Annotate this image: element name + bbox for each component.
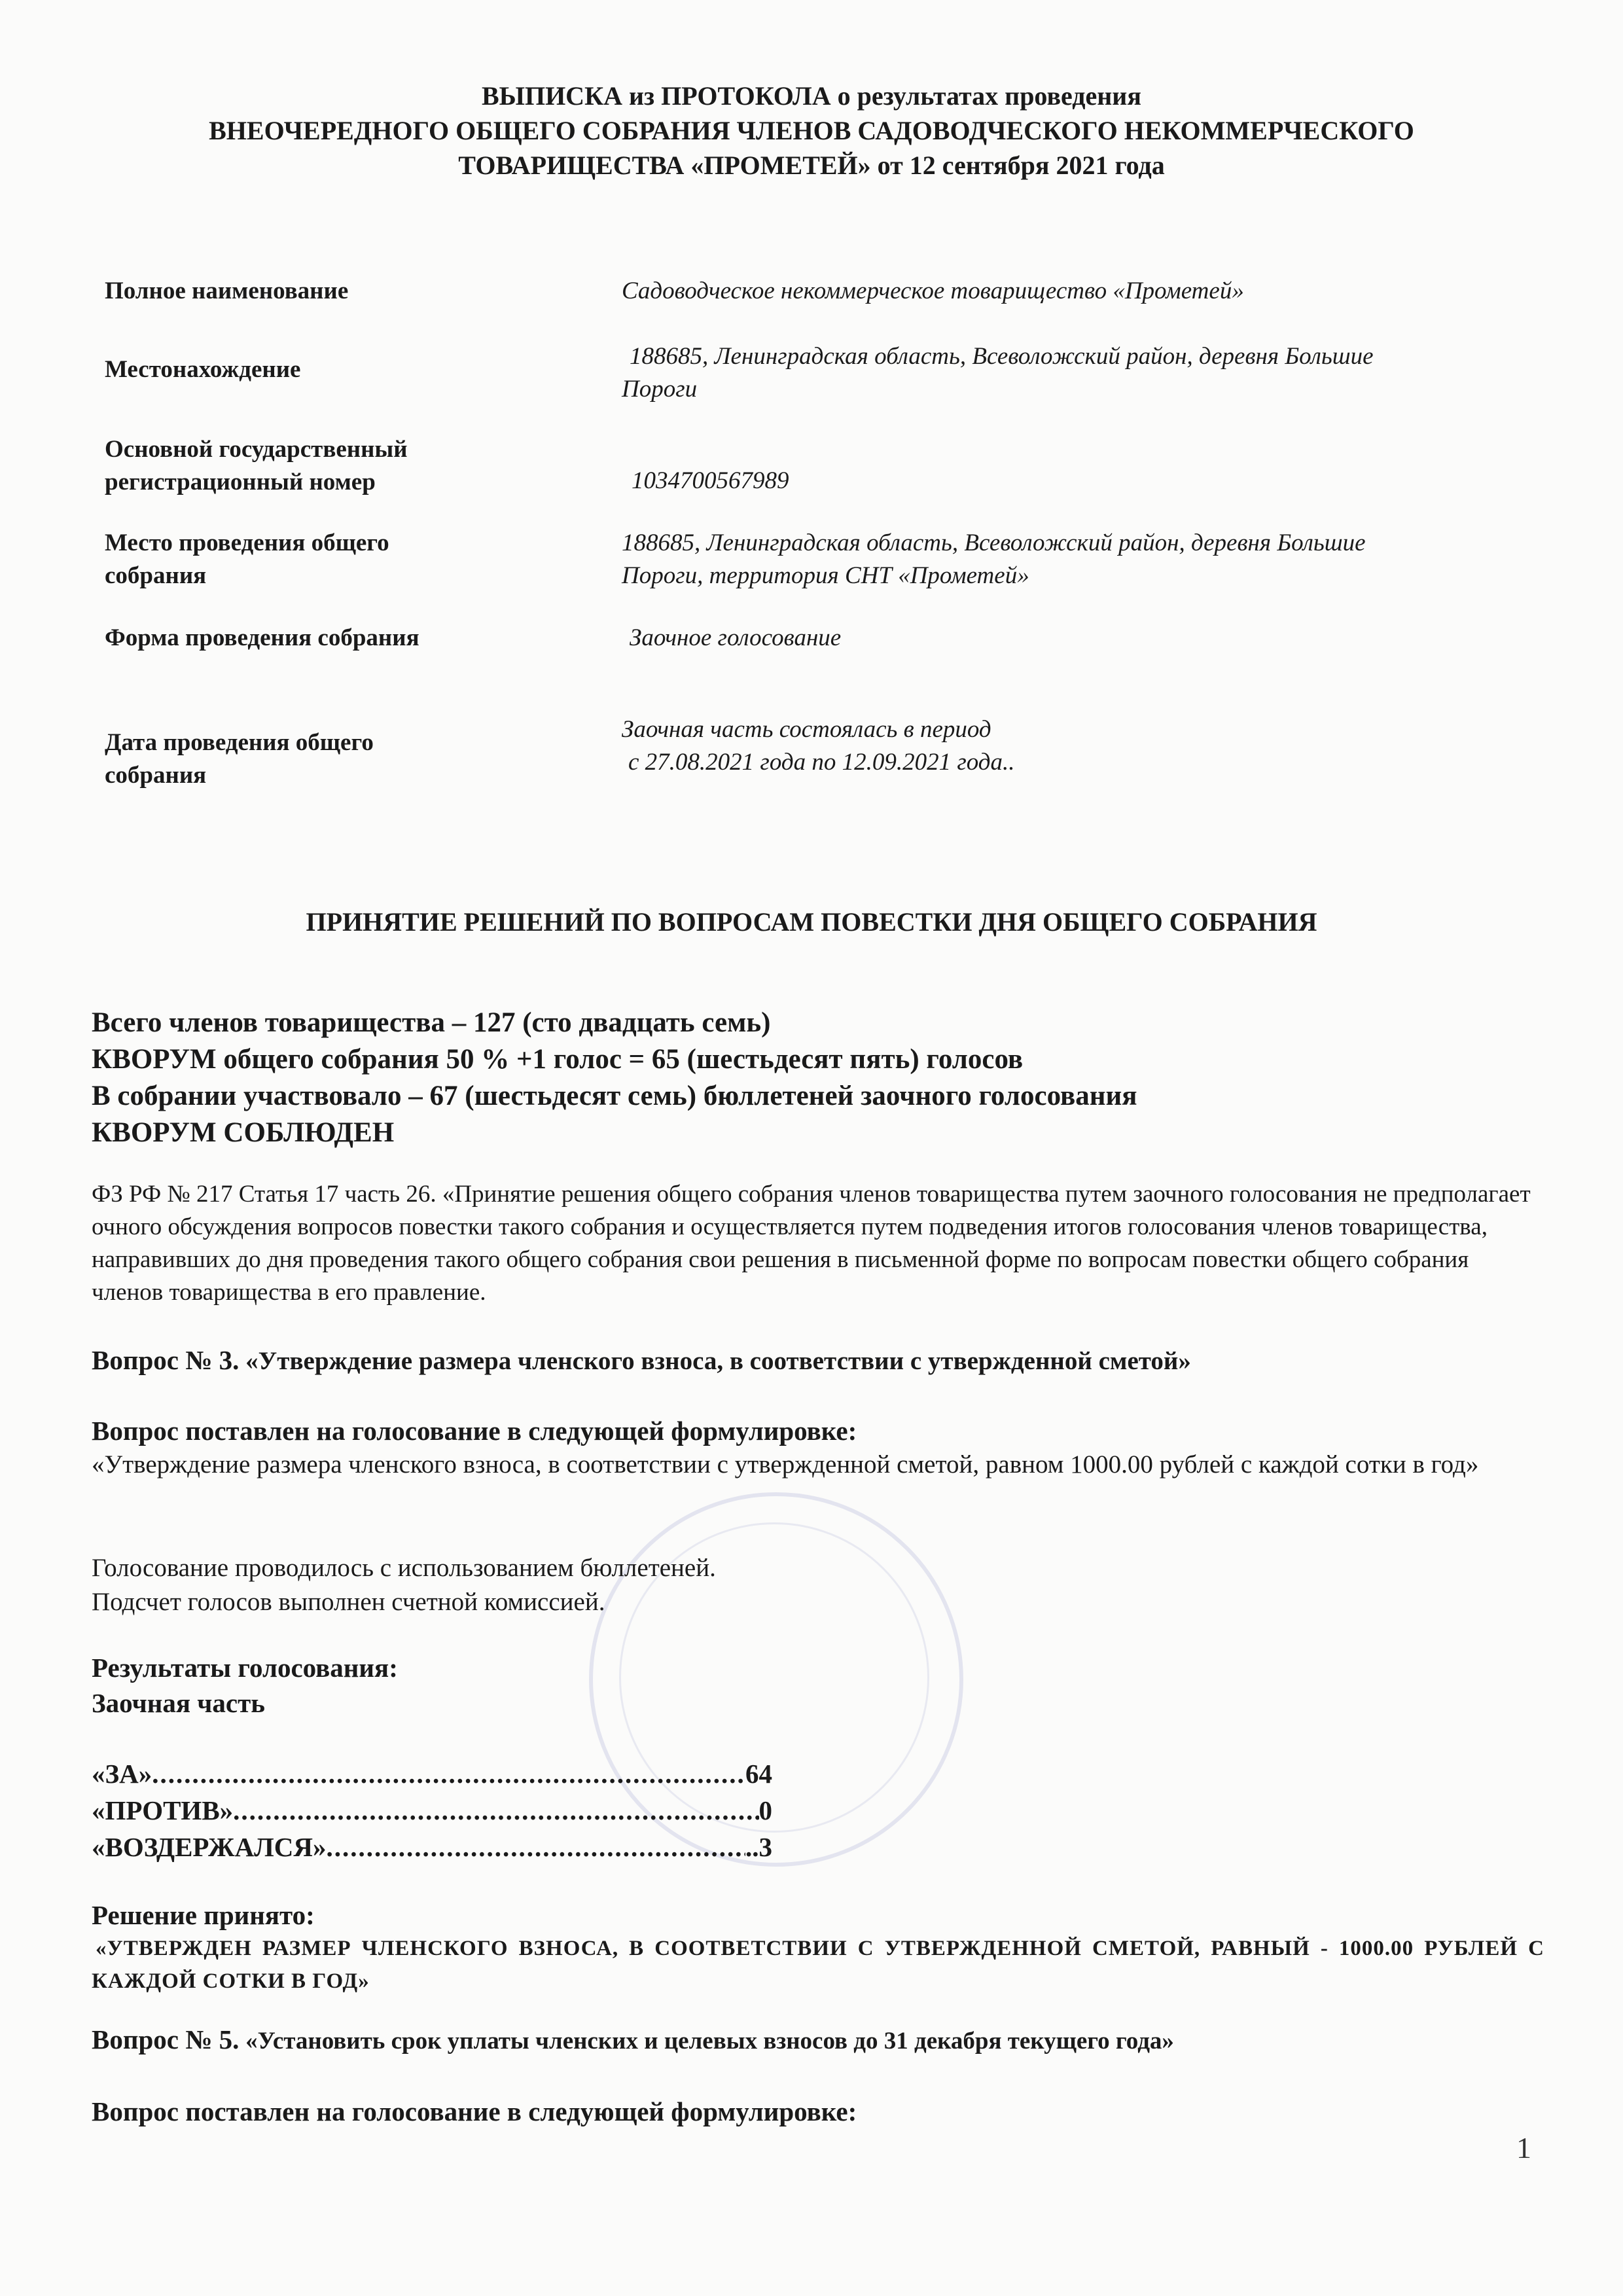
question-5-formulation-heading: Вопрос поставлен на голосование в следующей формулировке:: [92, 2096, 857, 2126]
question-3-formulation-text-b: , равном 1000.00 рублей с каждой сотки в год»: [972, 1450, 1479, 1479]
decision-text: «УТВЕРЖДЕН РАЗМЕР ЧЛЕНСКОГО ВЗНОСА, В СООТВЕТСТВИИ С УТВЕРЖДЕННОЙ СМЕТОЙ, РАВНЫЙ - 1000.00 РУБЛЕЙ С КАЖДОЙ СОТКИ В ГОД»: [92, 1937, 1544, 1993]
vote-label-abstain: «ВОЗДЕРЖАЛСЯ»: [92, 1832, 327, 1862]
info-value-location: 188685, Ленинградская область, Всеволожский район, деревня Большие Пороги: [622, 343, 1374, 403]
vote-leader-dots: [233, 1792, 758, 1829]
question-3-formulation-heading: Вопрос поставлен на голосование в следующей формулировке:: [92, 1416, 857, 1446]
info-label-ogrn: Основной государственный регистрационный номер: [105, 436, 408, 495]
header-line-3: ТОВАРИЩЕСТВА «ПРОМЕТЕЙ» от 12 сентября 2021 года: [458, 151, 1165, 180]
info-label-date: Дата проведения общего собрания: [105, 729, 374, 789]
header-line-2: ВНЕОЧЕРЕДНОГО ОБЩЕГО СОБРАНИЯ ЧЛЕНОВ САДОВОДЧЕСКОГО НЕКОММЕРЧЕСКОГО: [209, 116, 1414, 145]
summary-quorum-met: КВОРУМ СОБЛЮДЕН: [92, 1117, 395, 1148]
vote-row-abstain: [92, 1829, 772, 1865]
question-5-text: «Установить срок уплаты членских и целевых взносов до 31 декабря текущего года»: [245, 2028, 1174, 2054]
info-label-location: Местонахождение: [105, 356, 301, 383]
vote-value-against: 0: [758, 1795, 772, 1825]
question-5: [92, 2022, 1544, 2058]
info-label-form: Форма проведения собрания: [105, 624, 419, 651]
question-5-lead: Вопрос № 5.: [92, 2024, 240, 2054]
question-3-results-subheading: Заочная часть: [92, 1688, 265, 1718]
law-citation: ФЗ РФ № 217 Статья 17 часть 26. «Принятие решения общего собрания членов товарищества путем заочного голосования не предполагает очного обсуждения вопросов повестки такого собрания и осуществляется путем подведения итогов голосования членов товарищества, направивших до дня проведения такого общего собрания свои решения в письменной форме по вопросам повестки общего собрания членов товарищества в его правление.: [92, 1181, 1531, 1306]
vote-row-against: [92, 1792, 772, 1829]
question-3-method-line-2: Подсчет голосов выполнен счетной комиссией.: [92, 1588, 605, 1616]
vote-leader-dots: [152, 1755, 745, 1792]
section-title: ПРИНЯТИЕ РЕШЕНИЙ ПО ВОПРОСАМ ПОВЕСТКИ ДНЯ ОБЩЕГО СОБРАНИЯ: [306, 907, 1317, 937]
question-3-formulation-text: [92, 1448, 1544, 1482]
vote-row-for: [92, 1755, 772, 1792]
question-3-method-line-1: Голосование проводилось с использованием бюллетеней.: [92, 1554, 716, 1582]
vote-value-abstain: ..3: [745, 1832, 772, 1862]
question-3-results-heading: Результаты голосования:: [92, 1653, 398, 1683]
vote-value-for: 64: [745, 1759, 772, 1789]
summary-participated: В собрании участвовало – 67 (шестьдесят семь) бюллетеней заочного голосования: [92, 1081, 1137, 1111]
question-3: [92, 1343, 1544, 1378]
question-3-text: «Утверждение размера членского взноса, в соответствии с утвержденной сметой»: [245, 1347, 1191, 1375]
info-label-name: Полное наименование: [105, 278, 349, 304]
info-value-meeting-place: 188685, Ленинградская область, Всеволожский район, деревня Большие Пороги, территория СНТ «Прометей»: [622, 529, 1366, 589]
info-value-ogrn: 1034700567989: [632, 467, 789, 494]
info-label-meeting-place: Место проведения общего собрания: [105, 529, 389, 589]
info-value-date-line-1: Заочная часть состоялась в период: [622, 716, 991, 743]
vote-label-against: «ПРОТИВ»: [92, 1795, 234, 1825]
page-number: 1: [1516, 2131, 1531, 2164]
question-3-lead: Вопрос № 3.: [92, 1345, 240, 1375]
question-3-formulation-text-a: «Утверждение размера членского взноса, в соответствии с утвержденной сметой: [92, 1450, 973, 1479]
info-value-name: Садоводческое некоммерческое товарищество «Прометей»: [622, 278, 1244, 304]
summary-members: Всего членов товарищества – 127 (сто двадцать семь): [92, 1007, 771, 1038]
info-value-date-line-2: с 27.08.2021 года по 12.09.2021 года..: [628, 749, 1015, 776]
info-value-form: Заочное голосование: [630, 624, 842, 651]
decision-heading: Решение принято:: [92, 1900, 315, 1930]
summary-quorum: КВОРУМ общего собрания 50 % +1 голос = 65 (шестьдесят пять) голосов: [92, 1044, 1024, 1075]
header-line-1: ВЫПИСКА из ПРОТОКОЛА о результатах проведения: [482, 81, 1141, 111]
vote-leader-dots: [326, 1829, 745, 1865]
vote-label-for: «ЗА»: [92, 1759, 152, 1789]
